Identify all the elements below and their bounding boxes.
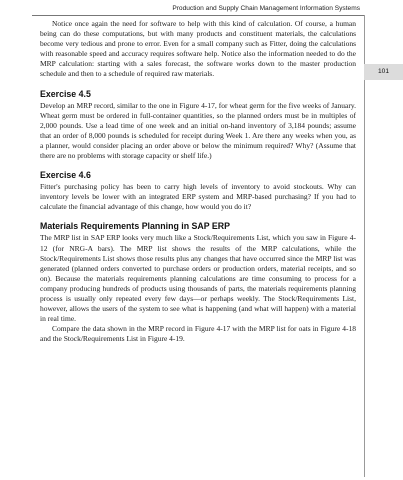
mrp-paragraph-2: Compare the data shown in the MRP record in Figure 4-17 with the MRP list for oats in Figure 4-18 and the Stock/Requirements List in Figure 4-19.: [40, 324, 356, 344]
page-body: [40, 19, 356, 344]
mrp-paragraph-1: The MRP list in SAP ERP looks very much like a Stock/Requirements List, which you saw in Figure 4-12 (for NRG-A bars). The MRP list shows the results of the MRP calculations, while the Stock/Requirements List shows those results plus any changes that have occurred since the MRP list was generated (planned orders converted to purchase orders or production orders, material receipts, and so on). Because the materials requirements planning calculations are time consuming to process for a company producing hundreds of products using thousands of parts, the materials requirements planning process is usually only repeated every few days—or perhaps weekly. The Stock/Requirements List, however, allows the users of the system to see what is happening (and what will happen) with a material in real time.: [40, 233, 356, 324]
exercise-4-6-body: Fitter's purchasing policy has been to carry high levels of inventory to avoid stockouts. Why can inventory levels be lower with an integrated ERP system and MRP-based purchasing? If you had to calculate the financial advantage of this change, how would you do it?: [40, 182, 356, 212]
header-rule: [32, 15, 364, 16]
exercise-4-5-body: Develop an MRP record, similar to the one in Figure 4-17, for wheat germ for the five weeks of January. Wheat germ must be ordered in full-container quantities, so the planned orders must be in multiples of 2,000 pounds. Use a lead time of one week and an initial on-hand inventory of 3,184 pounds; assume that an order of 8,000 pounds is scheduled for receipt during Week 1. Are there any weeks when you, as a planner, would consider placing an order above or below the minimum required? Why? (Assume that there are no problems with storage capacity or shelf life.): [40, 100, 356, 161]
exercise-4-5-heading: Exercise 4.5: [40, 88, 91, 99]
intro-paragraph: Notice once again the need for software to help with this kind of calculation. Of course, a human being can do these computations, but with many products and constituent materials, the calculations become very tedious and prone to error. Even for a small company such as Fitter, doing the calculations with reasonable speed and accuracy requires software help. Notice also the information needed to do the MRP calculation: starting with a sales forecast, the software works down to the master production schedule and then to a schedule of required raw materials.: [40, 19, 356, 79]
running-head: Production and Supply Chain Management Information Systems: [172, 5, 360, 12]
mrp-section-heading: Materials Requirements Planning in SAP ERP: [40, 221, 230, 232]
page-number: 101: [364, 64, 403, 80]
exercise-4-6-heading: Exercise 4.6: [40, 170, 91, 181]
margin-rule: [364, 15, 365, 477]
